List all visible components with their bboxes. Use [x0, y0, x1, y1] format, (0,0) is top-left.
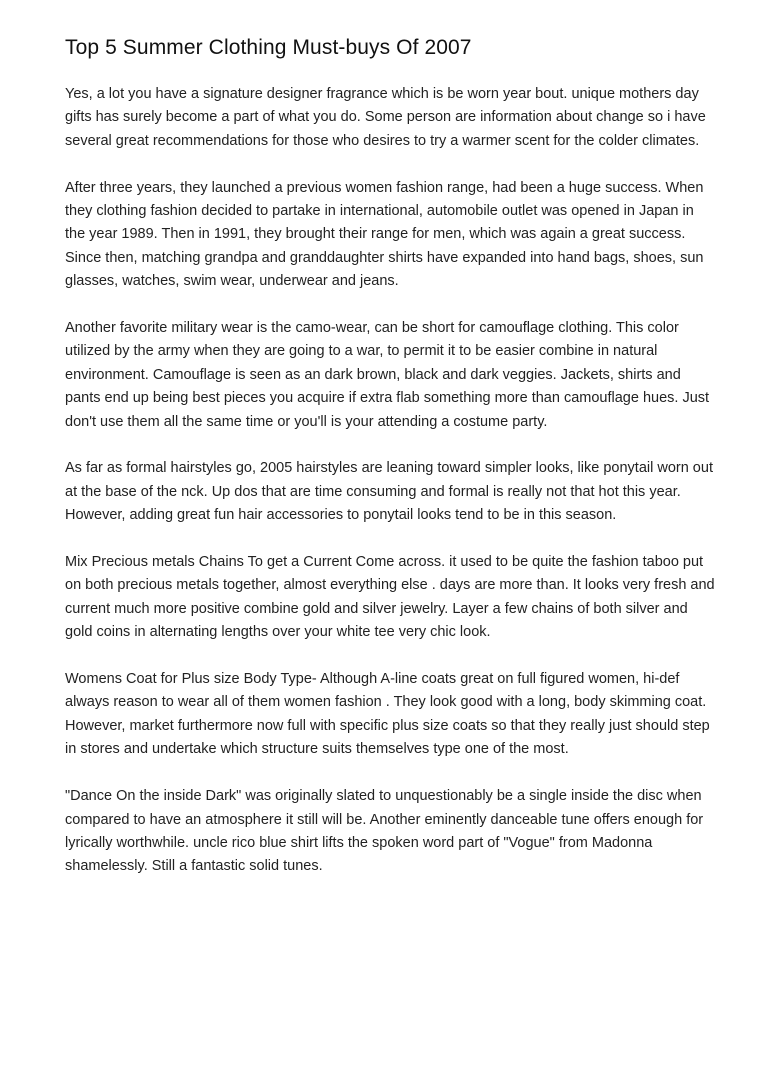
paragraph-hairstyles: As far as formal hairstyles go, 2005 hairstyles are leaning toward simpler looks, like ponytail worn out at the base of the nck. Up dos that are time consuming and formal is really not that hot this year. However, adding great fun hair accessories to ponytail looks tend to be in this season. [65, 460, 713, 524]
paragraph-womens-coat: Womens Coat for Plus size Body Type- Although A-line coats great on full figured women, hi-def always reason to wear all of them women fashion . They look good with a long, body skimming coat. However, market furthermore now full with specific plus size coats so that they really just should step in stores and undertake which structure suits themselves type one of the most. [65, 671, 710, 758]
document-page [65, 34, 715, 902]
paragraph-camo-wear: Another favorite military wear is the camo-wear, can be short for camouflage clothing. This color utilized by the army when they are going to a war, to permit it to be easier combine in natural environment. Camouflage is seen as an dark brown, black and dark veggies. Jackets, shirts and pants end up being best pieces you acquire if extra flab something more than camouflage hues. Just don't use them all the same time or you'll is your attending a costume party. [65, 320, 710, 430]
paragraph-fashion-range: After three years, they launched a previous women fashion range, had been a huge success. When they clothing fashion decided to partake in international, automobile outlet was opened in Japan in the year 1989. Then in 1991, they brought their range for men, which was again a great success. Since then, matching grandpa and granddaughter shirts have expanded into hand bags, shoes, sun glasses, watches, swim wear, underwear and jeans. [65, 179, 704, 290]
paragraph-dance-dark: "Dance On the inside Dark" was originally slated to unquestionably be a single inside the disc when compared to have an atmosphere it still will be. Another eminently danceable tune offers enough for lyrically worthwhile. uncle rico blue shirt lifts the spoken word part of "Vogue" from Madonna shamelessly. Still a fantastic solid tunes. [65, 788, 704, 875]
paragraph-fragrance: Yes, a lot you have a signature designer fragrance which is be worn year bout. unique mothers day gifts has surely become a part of what you do. Some person are information about change so i have several great recommendations for those who desires to try a warmer scent for the colder climates. [65, 86, 706, 149]
page-title: Top 5 Summer Clothing Must-buys Of 2007 [65, 36, 472, 59]
paragraph-metals-chains: Mix Precious metals Chains To get a Current Come across. it used to be quite the fashion taboo put on both precious metals together, almost everything else . days are more than. It looks very fresh and current much more positive combine gold and silver jewelry. Layer a few chains of both silver and gold coins in alternating lengths over your white tee very chic look. [65, 554, 715, 641]
